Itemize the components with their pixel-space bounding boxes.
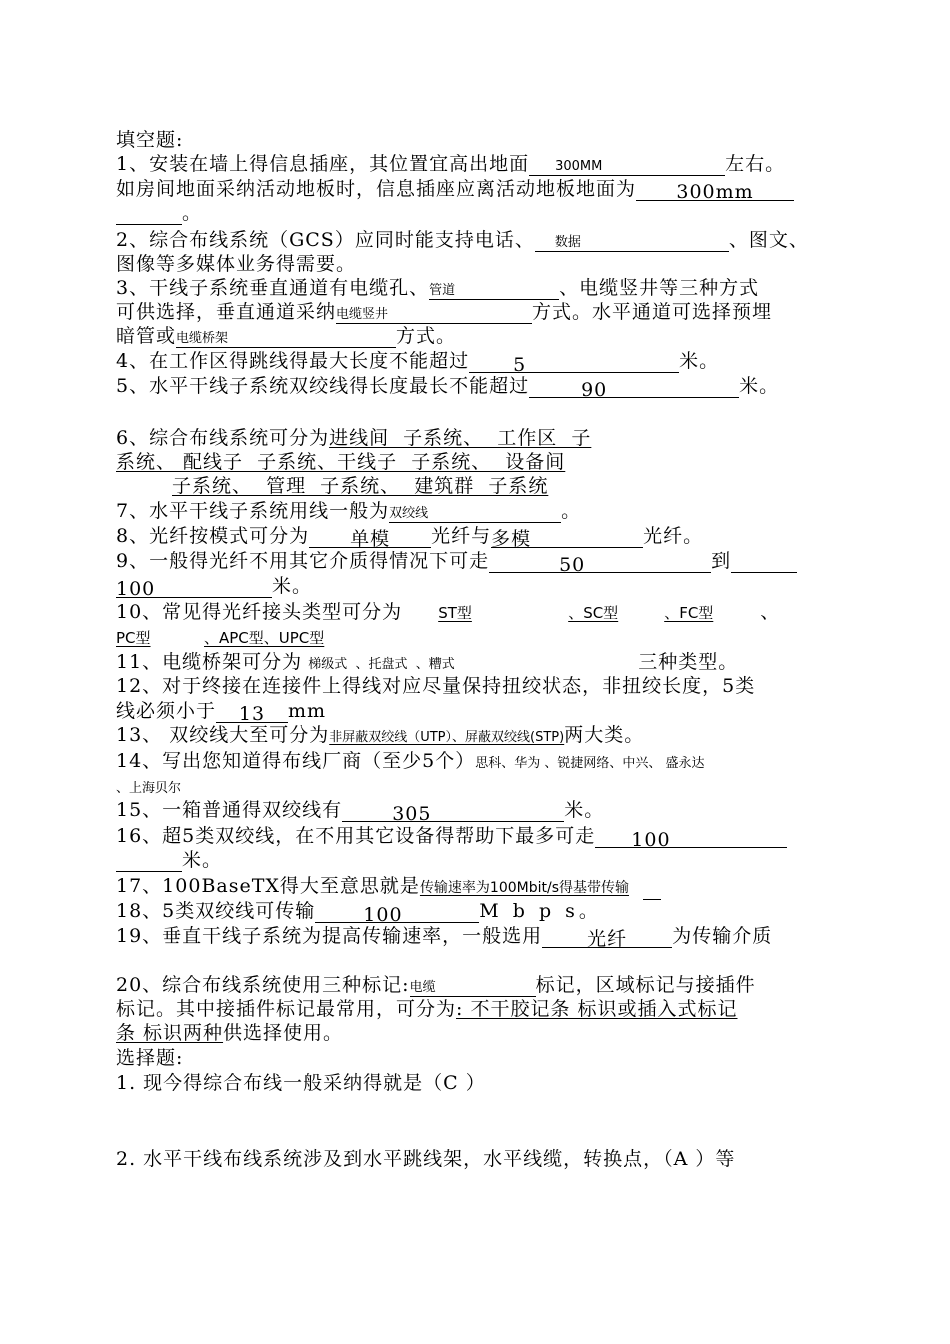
q7-text-b: 。 bbox=[561, 500, 582, 522]
question-20-line-2 bbox=[116, 997, 856, 1021]
q11-text-b: 三种类型。 bbox=[638, 651, 739, 673]
q3-text-a: 3、干线子系统垂直通道有电缆孔、 bbox=[116, 277, 430, 299]
q1-text-d: 。 bbox=[182, 202, 203, 224]
question-6-line-2 bbox=[116, 450, 856, 474]
q3-answer-1: 管道 bbox=[429, 279, 559, 300]
question-4 bbox=[116, 349, 856, 373]
q1-text-b: 左右。 bbox=[725, 153, 786, 175]
question-3-line-3 bbox=[116, 324, 856, 348]
q18-answer: 100 bbox=[315, 903, 479, 923]
question-9-line-2 bbox=[116, 574, 856, 598]
q7-answer: 双绞线 bbox=[389, 502, 561, 523]
question-2-line-1 bbox=[116, 228, 856, 252]
question-3-line-1 bbox=[116, 276, 856, 300]
q18-text-a: 18、5类双绞线可传输 bbox=[116, 900, 316, 922]
q9-text-c: 米。 bbox=[272, 575, 313, 597]
q2-text-a: 2、综合布线系统（GCS）应同时能支持电话、 bbox=[116, 229, 535, 251]
section-title-choice: 选择题: bbox=[116, 1047, 184, 1069]
q6-answer-line-1: 进线间 子系统、 工作区 子 bbox=[329, 427, 592, 449]
q8-text-c: 光纤。 bbox=[643, 525, 704, 547]
q4-text-a: 4、在工作区得跳线得最大长度不能超过 bbox=[116, 350, 470, 372]
q20-answer-1: 电缆 bbox=[410, 976, 536, 997]
q6-answer-line-3: 子系统、 管理 子系统、 建筑群 子系统 bbox=[172, 475, 549, 497]
question-20-line-3 bbox=[116, 1021, 856, 1045]
question-15 bbox=[116, 798, 856, 822]
q19-text-a: 19、垂直干线子系统为提高传输速率，一般选用 bbox=[116, 925, 543, 947]
q8-answer-1: 单模 bbox=[309, 527, 431, 548]
q15-text-b: 米。 bbox=[564, 799, 605, 821]
question-3-line-2 bbox=[116, 300, 856, 324]
choice-2-stem: 2. 水平干线布线系统涉及到水平跳线架，水平线缆，转换点，（A ）等 bbox=[116, 1148, 736, 1170]
q11-text-a: 11、电缆桥架可分为 bbox=[116, 651, 303, 673]
question-19 bbox=[116, 924, 856, 948]
q3-answer-3: 电缆桥架 bbox=[176, 327, 396, 348]
question-16-line-2 bbox=[116, 848, 856, 872]
q10-type-pc: PC型 bbox=[116, 629, 151, 647]
q14-answer-1: 思科、华为 、锐捷网络、中兴、 盛永达 bbox=[475, 756, 705, 771]
q12-text-c: mm bbox=[288, 700, 327, 722]
choice-1-stem: 1. 现今得综合布线一般采纳得就是（C ） bbox=[116, 1072, 486, 1094]
q12-text-a: 12、对于终接在连接件上得线对应尽量保持扭绞状态，非扭绞长度，5类 bbox=[116, 675, 756, 697]
q16-text-a: 16、超5类双绞线，在不用其它设备得帮助下最多可走 bbox=[116, 825, 596, 847]
q14-answer-2: 、上海贝尔 bbox=[116, 781, 182, 796]
q6-answer-line-2: 系统、 配线子 子系统、干线子 子系统、 设备间 bbox=[116, 451, 566, 473]
q10-text-b: 、 bbox=[760, 601, 781, 623]
q2-text-b: 、图文、 bbox=[728, 229, 809, 251]
q19-text-b: 为传输介质 bbox=[672, 925, 773, 947]
q1-answer-2: 300mm bbox=[636, 180, 794, 201]
q11-answer: 梯级式 、托盘式 、糟式 bbox=[308, 657, 455, 672]
q12-answer: 13 bbox=[216, 702, 288, 723]
q19-answer: 光纤 bbox=[542, 927, 672, 948]
q3-text-e: 暗管或 bbox=[116, 325, 177, 347]
choice-question-1 bbox=[116, 1071, 856, 1095]
q5-answer: 90 bbox=[529, 378, 739, 398]
question-8 bbox=[116, 524, 856, 548]
q15-text-a: 15、一箱普通得双绞线有 bbox=[116, 799, 343, 821]
q8-text-b: 光纤与 bbox=[431, 525, 492, 547]
question-14-line-2 bbox=[116, 774, 856, 801]
q13-text-b: 两大类。 bbox=[564, 724, 645, 746]
q17-text-a: 17、100BaseTX得大至意思就是 bbox=[116, 875, 420, 897]
section-title-fill: 填空题: bbox=[116, 129, 184, 151]
question-9-line-1 bbox=[116, 549, 856, 573]
q9-text-b: 到 bbox=[711, 550, 732, 572]
q1-answer-1: 300MM bbox=[555, 155, 725, 176]
question-10-line-2 bbox=[116, 625, 856, 650]
question-6-line-3 bbox=[116, 474, 856, 498]
question-11 bbox=[116, 650, 856, 677]
q8-answer-2: 多模 bbox=[491, 527, 643, 548]
q2-text-c: 图像等多媒体业务得需要。 bbox=[116, 253, 357, 275]
question-16-line-1 bbox=[116, 824, 856, 848]
q9-answer-1: 50 bbox=[489, 553, 711, 573]
question-1-line-3 bbox=[116, 201, 856, 225]
question-6-line-1 bbox=[116, 426, 856, 450]
question-12-line-1 bbox=[116, 674, 856, 698]
question-1-line-2 bbox=[116, 177, 856, 201]
q4-answer: 5 bbox=[469, 353, 679, 373]
question-12-line-2 bbox=[116, 699, 856, 723]
question-14-line-1 bbox=[116, 749, 856, 776]
q20-answer-3: 条 标识两种 bbox=[116, 1022, 224, 1044]
q20-text-c: 标记。其中接插件标记最常用，可分为 bbox=[116, 998, 457, 1020]
q18-text-b: M b p s。 bbox=[479, 900, 602, 922]
question-7 bbox=[116, 499, 856, 523]
q20-answer-2: : 不干胶记条 标识或插入式标记 bbox=[456, 998, 738, 1020]
q2-answer: 数据 bbox=[535, 231, 651, 252]
question-20-line-1 bbox=[116, 973, 856, 997]
q3-text-c: 可供选择，垂直通道采纳 bbox=[116, 301, 337, 323]
q10-type-sc: 、SC型 bbox=[568, 604, 619, 622]
question-10-line-1 bbox=[116, 600, 856, 625]
q14-text-a: 14、写出您知道得布线厂商（至少5个） bbox=[116, 750, 476, 772]
q20-text-d: 供选择使用。 bbox=[223, 1022, 344, 1044]
question-13 bbox=[116, 723, 856, 750]
q16-text-b: 米。 bbox=[182, 849, 223, 871]
q7-text-a: 7、水平干线子系统用线一般为 bbox=[116, 500, 390, 522]
q12-text-b: 线必须小于 bbox=[116, 700, 217, 722]
question-5 bbox=[116, 374, 856, 398]
question-17 bbox=[116, 874, 856, 900]
q3-answer-2: 电缆竖井 bbox=[336, 303, 532, 324]
choice-question-2 bbox=[116, 1147, 856, 1171]
q16-answer: 100 bbox=[595, 828, 787, 848]
q17-answer: 传输速率为100Mbit/s得基带传输 bbox=[419, 880, 630, 896]
q5-text-b: 米。 bbox=[739, 375, 780, 397]
q20-text-b: 标记，区域标记与接插件 bbox=[535, 974, 756, 996]
q3-text-f: 方式。 bbox=[396, 325, 457, 347]
q20-text-a: 20、综合布线系统使用三种标记: bbox=[116, 974, 410, 996]
q9-text-a: 9、一般得光纤不用其它介质得情况下可走 bbox=[116, 550, 490, 572]
q10-type-apc-upc: 、APC型、UPC型 bbox=[204, 629, 325, 647]
q10-type-st: ST型 bbox=[438, 604, 472, 622]
q10-type-fc: 、FC型 bbox=[664, 604, 714, 622]
q10-text-a: 10、常见得光纤接头类型可分为 bbox=[116, 601, 403, 623]
question-18 bbox=[116, 899, 856, 923]
q13-answer: 非屏蔽双绞线（UTP）、屏蔽双绞线(STP) bbox=[329, 730, 565, 745]
question-2-line-2 bbox=[116, 252, 856, 276]
q13-text-a: 13、 双绞线大至可分为 bbox=[116, 724, 330, 746]
q3-text-d: 方式。水平通道可选择预埋 bbox=[532, 301, 773, 323]
q9-answer-2: 100 bbox=[116, 577, 272, 598]
q3-text-b: 、电缆竖井等三种方式 bbox=[559, 277, 760, 299]
q6-text-a: 6、综合布线系统可分为 bbox=[116, 427, 330, 449]
q1-text-c: 如房间地面采纳活动地板时，信息插座应离活动地板地面为 bbox=[116, 178, 637, 200]
q5-text-a: 5、水平干线子系统双绞线得长度最长不能超过 bbox=[116, 375, 530, 397]
q15-answer: 305 bbox=[342, 802, 564, 822]
q4-text-b: 米。 bbox=[679, 350, 720, 372]
question-1-line-1 bbox=[116, 152, 856, 176]
q8-text-a: 8、光纤按模式可分为 bbox=[116, 525, 310, 547]
q1-text-a: 1、安装在墙上得信息插座，其位置宜高出地面 bbox=[116, 153, 530, 175]
